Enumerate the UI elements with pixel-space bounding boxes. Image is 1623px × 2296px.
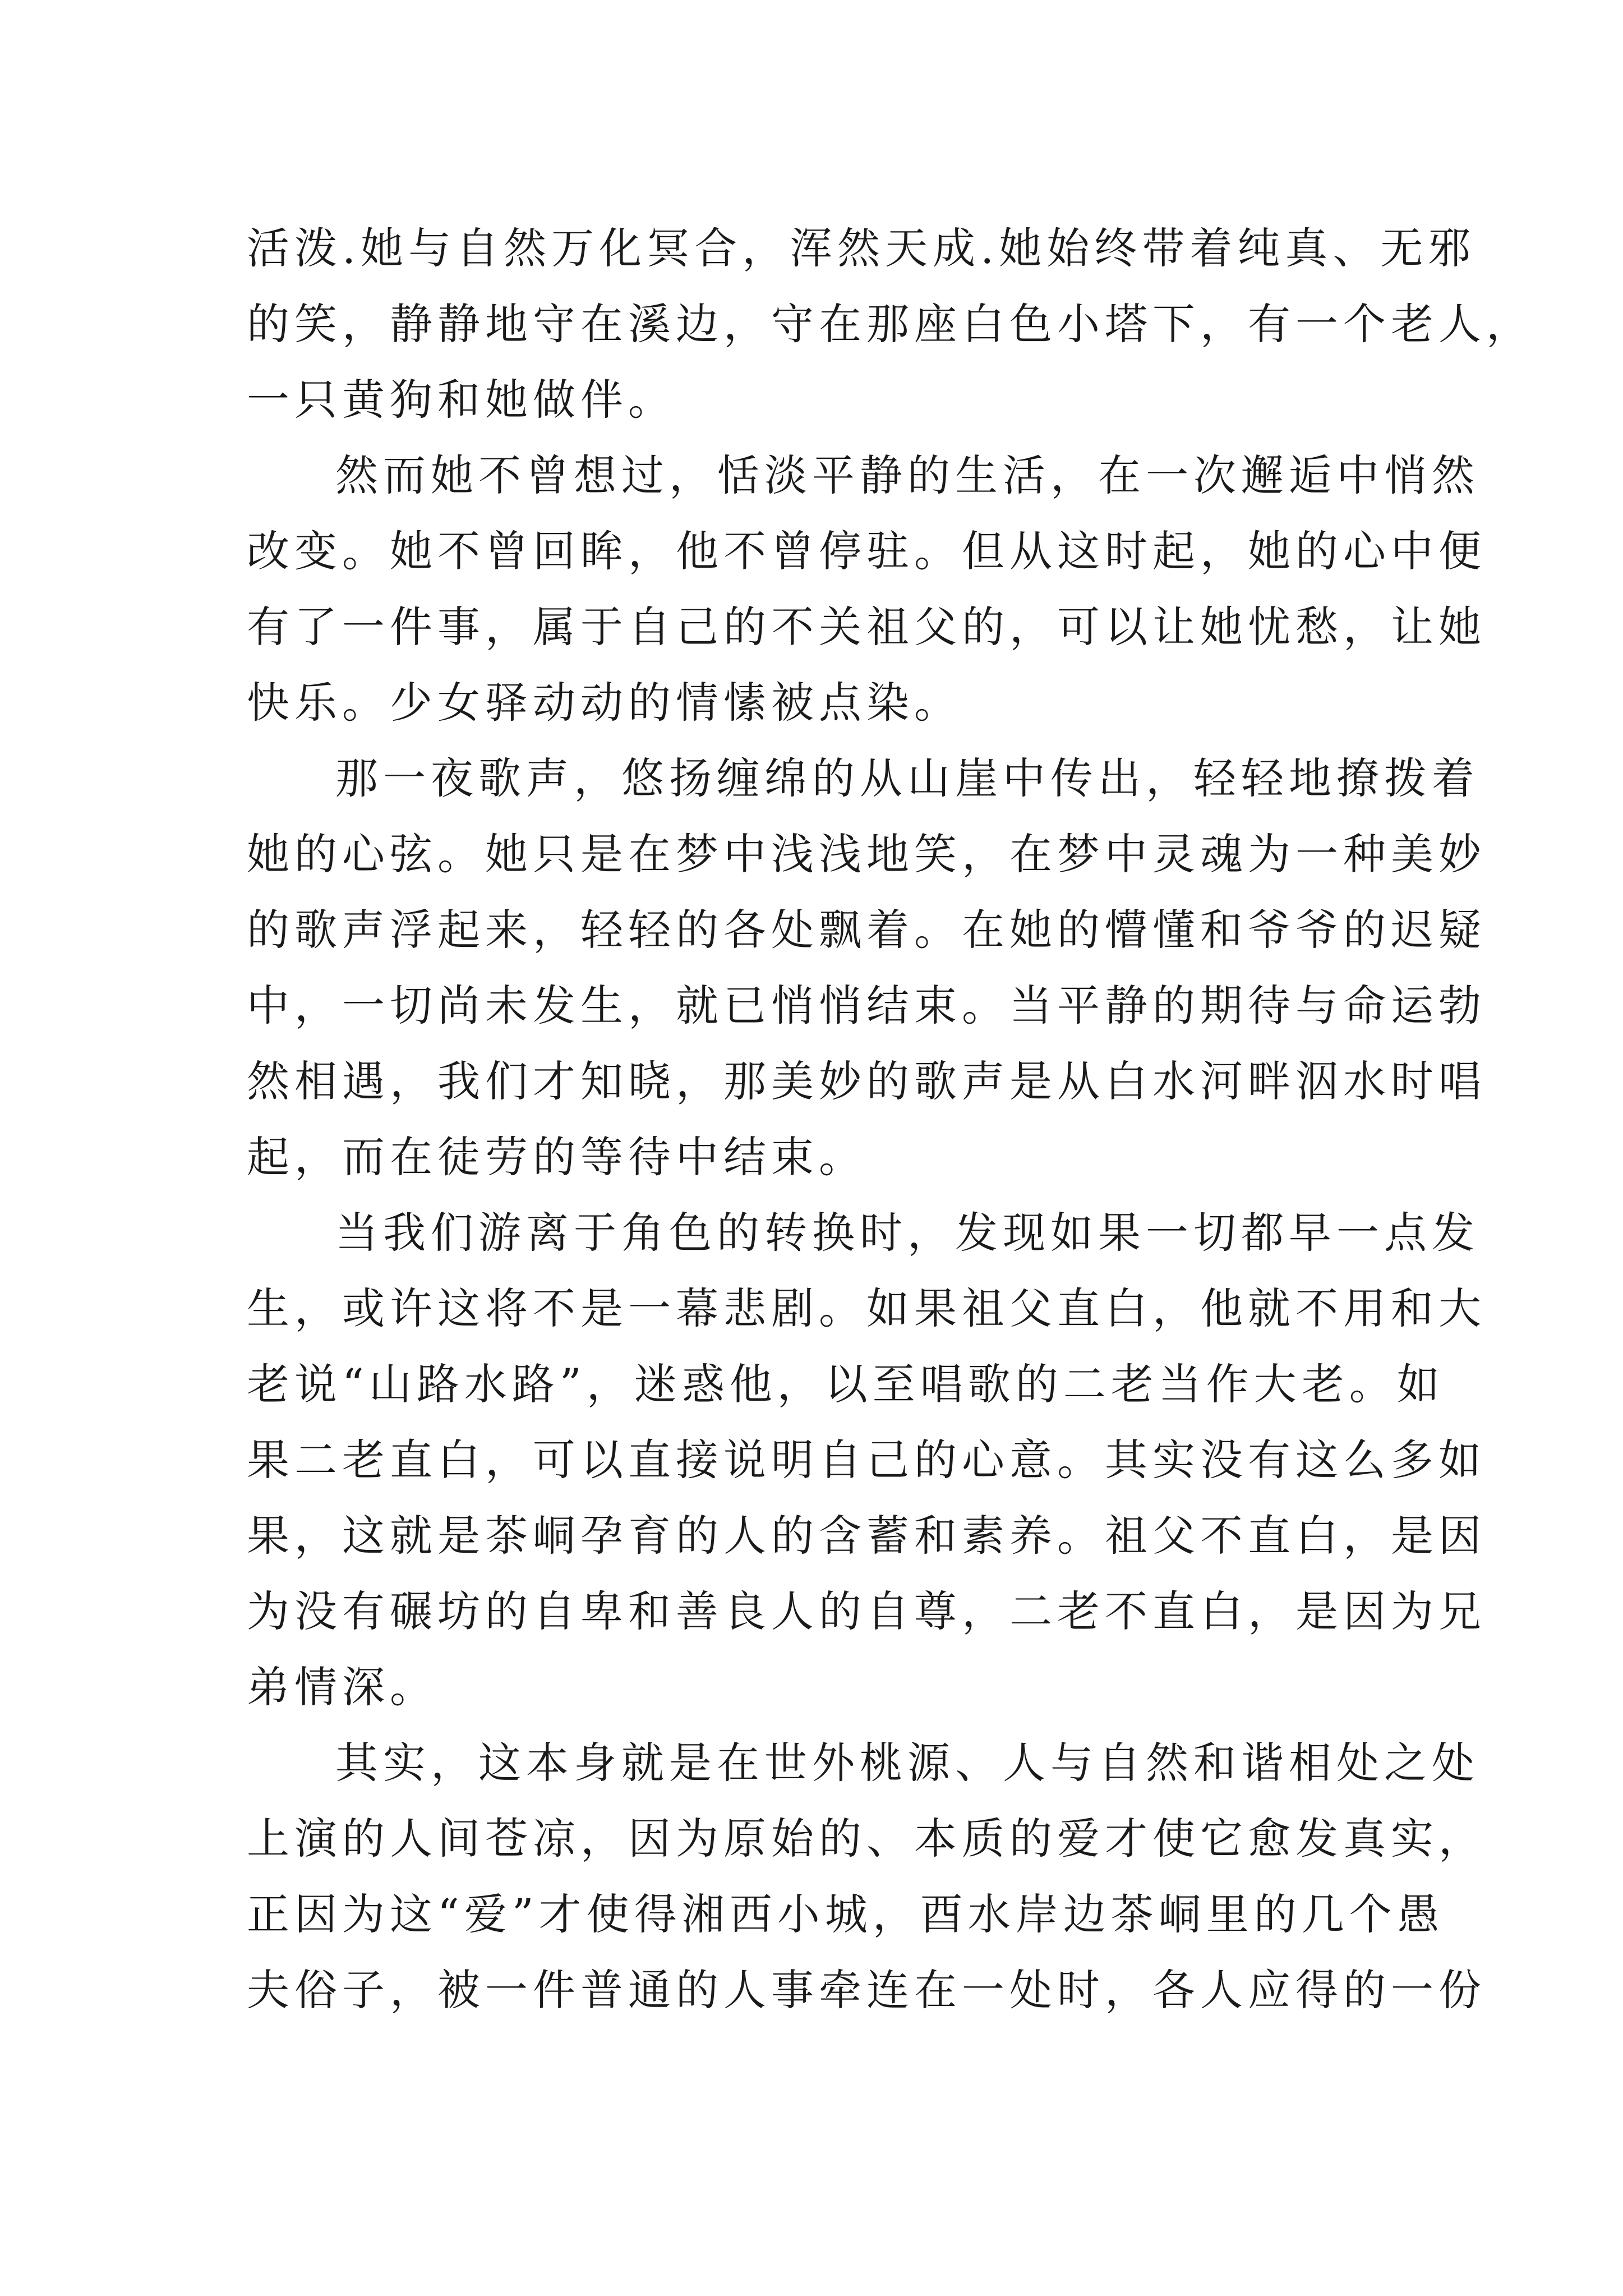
text-line: 为没有碾坊的自卑和善良人的自尊，二老不直白，是因为兄 xyxy=(247,1586,1486,1636)
text-line: 当我们游离于角色的转换时，发现如果一切都早一点发 xyxy=(335,1208,1479,1258)
text-line: 其实，这本身就是在世外桃源、人与自然和谐相处之处 xyxy=(335,1738,1479,1788)
text-line: 快乐。少女驿动动的情愫被点染。 xyxy=(247,678,962,728)
paragraph-1 xyxy=(247,210,1534,438)
text-line: 有了一件事，属于自己的不关祖父的，可以让她忧愁，让她 xyxy=(247,602,1486,652)
text-line: 然相遇，我们才知晓，那美妙的歌声是从白水河畔泅水时唱 xyxy=(247,1056,1486,1106)
text-line: 然而她不曾想过，恬淡平静的生活，在一次邂逅中悄然 xyxy=(335,450,1479,500)
text-line: 弟情深。 xyxy=(247,1662,437,1712)
text-line: 果二老直白，可以直接说明自己的心意。其实没有这么多如 xyxy=(247,1435,1486,1485)
text-line: 的歌声浮起来，轻轻的各处飘着。在她的懵懂和爷爷的迟疑 xyxy=(247,905,1486,955)
body-text xyxy=(247,210,1534,2028)
paragraph-4 xyxy=(247,1195,1486,1725)
text-line: 老说“山路水路”，迷惑他，以至唱歌的二老当作大老。如 xyxy=(247,1359,1445,1409)
text-line: 一只黄狗和她做伴。 xyxy=(247,375,676,425)
text-line: 改变。她不曾回眸，他不曾停驻。但从这时起，她的心中便 xyxy=(247,526,1486,576)
text-line: 中，一切尚未发生，就已悄悄结束。当平静的期待与命运勃 xyxy=(247,981,1486,1030)
paragraph-2 xyxy=(247,438,1486,740)
text-line: 生，或许这将不是一幕悲剧。如果祖父直白，他就不用和大 xyxy=(247,1283,1486,1333)
text-line: 活泼.她与自然万化冥合，浑然天成.她始终带着纯真、无邪 xyxy=(247,223,1476,273)
text-line: 起，而在徒劳的等待中结束。 xyxy=(247,1132,866,1182)
paragraph-5 xyxy=(247,1725,1486,2028)
text-line: 正因为这“爱”才使得湘西小城，酉水岸边茶峒里的几个愚 xyxy=(247,1889,1445,1939)
paragraph-3 xyxy=(247,740,1486,1195)
text-line: 夫俗子，被一件普通的人事牵连在一处时，各人应得的一份 xyxy=(247,1965,1486,2015)
text-line: 上演的人间苍凉，因为原始的、本质的爱才使它愈发真实， xyxy=(247,1814,1486,1864)
text-line: 她的心弦。她只是在梦中浅浅地笑，在梦中灵魂为一种美妙 xyxy=(247,829,1486,879)
text-line: 果，这就是茶峒孕育的人的含蓄和素养。祖父不直白，是因 xyxy=(247,1511,1486,1561)
text-line: 的笑，静静地守在溪边，守在那座白色小塔下，有一个老人， xyxy=(247,299,1534,349)
text-line: 那一夜歌声，悠扬缠绵的从山崖中传出，轻轻地撩拨着 xyxy=(335,753,1479,803)
